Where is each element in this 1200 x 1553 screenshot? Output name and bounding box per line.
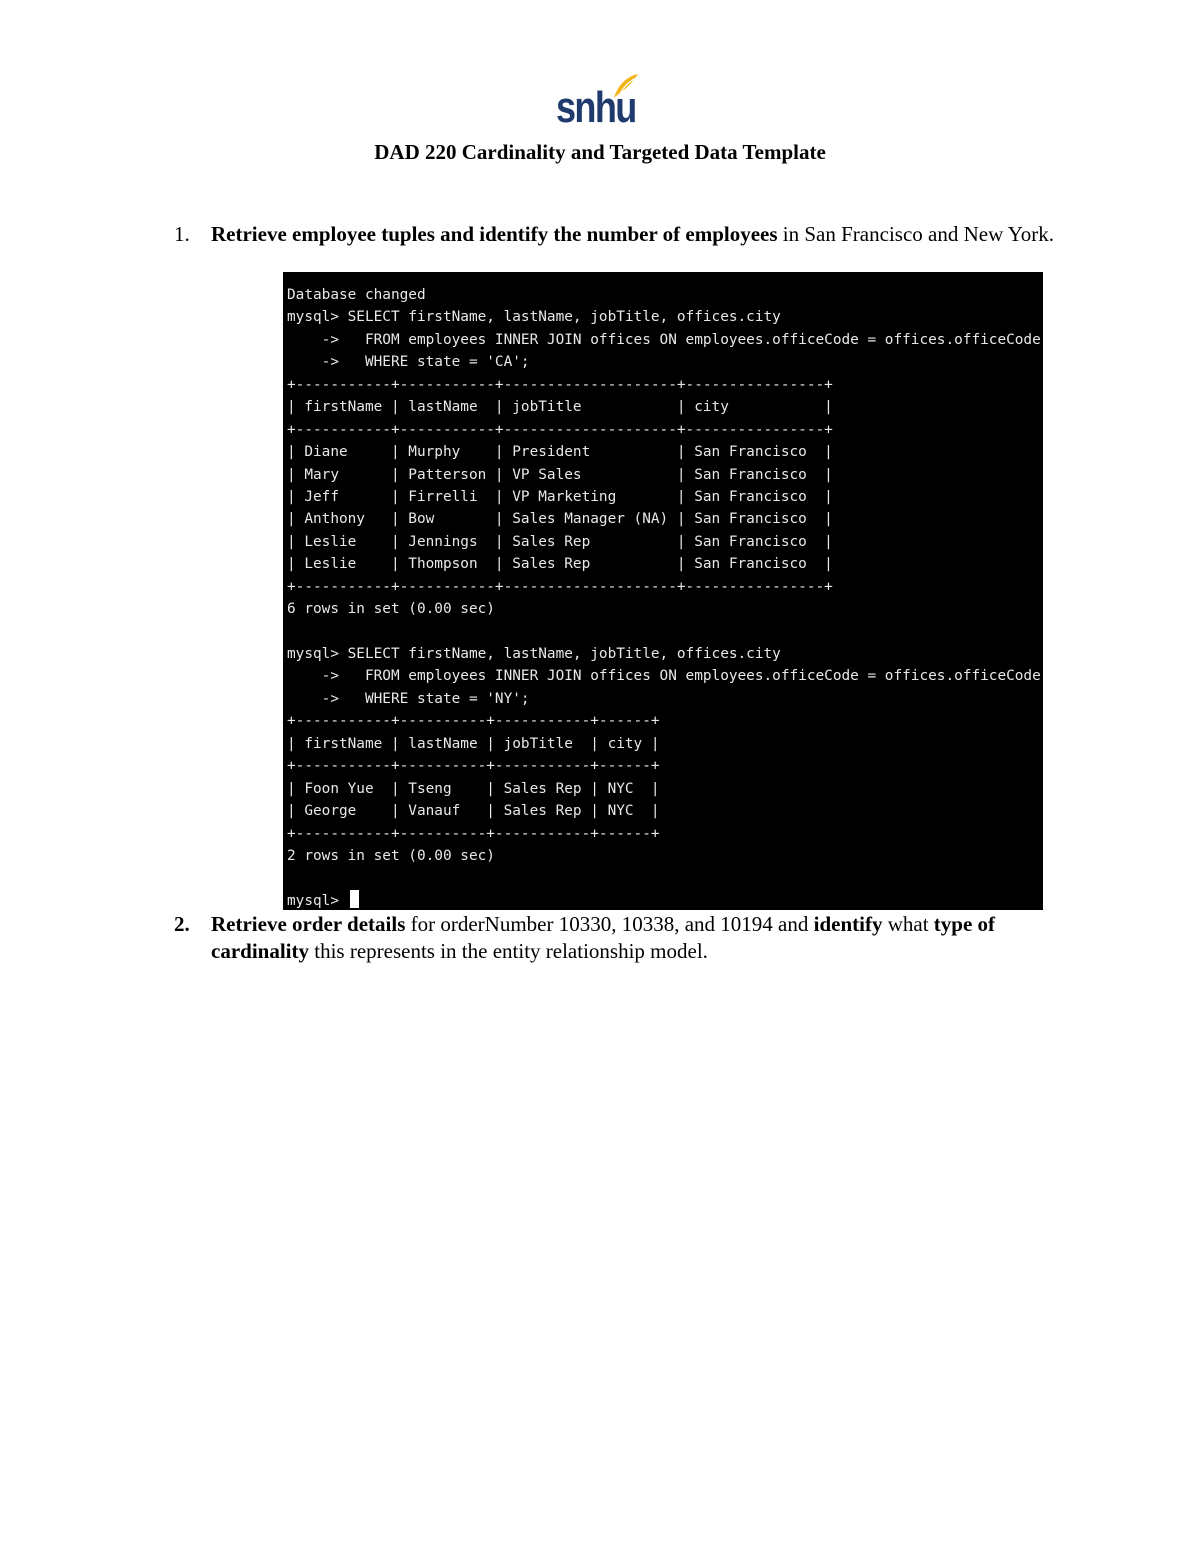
item-plain-text: in San Francisco and New York.	[777, 222, 1055, 246]
item-bold-text: type of cardinality	[211, 912, 996, 963]
terminal-line: Database changed	[287, 287, 426, 303]
terminal-line: +-----------+-----------+--------------------+----------------+	[287, 421, 833, 438]
terminal-line: | Leslie | Jennings | Sales Rep | San Francisco |	[287, 533, 833, 550]
terminal-line: +-----------+-----------+--------------------+----------------+	[287, 578, 833, 595]
item-text	[211, 911, 1056, 965]
terminal-line: | Diane | Murphy | President | San Francisco |	[287, 444, 833, 461]
terminal-line: mysql> SELECT firstName, lastName, jobTitle, offices.city	[287, 309, 781, 326]
item-bold-text: Retrieve employee tuples and identify the number of employees	[211, 222, 778, 246]
item-number: 2.	[174, 912, 190, 936]
terminal-line: | Mary | Patterson | VP Sales | San Francisco |	[287, 466, 833, 483]
item-text	[211, 221, 1056, 248]
item-bold-text: Retrieve order details	[211, 912, 406, 936]
document-title: DAD 220 Cardinality and Targeted Data Template	[374, 140, 826, 164]
terminal-screenshot	[283, 272, 1043, 910]
terminal-line: -> WHERE state = 'CA';	[287, 354, 530, 371]
terminal-line: +-----------+----------+-----------+------+	[287, 713, 660, 730]
terminal-line: mysql>	[287, 890, 1041, 910]
terminal-line: | Anthony | Bow | Sales Manager (NA) | San Francisco |	[287, 511, 833, 528]
terminal-line: | Foon Yue | Tseng | Sales Rep | NYC |	[287, 780, 660, 797]
terminal-line: -> FROM employees INNER JOIN offices ON employees.officeCode = offices.officeCode	[287, 668, 1041, 685]
terminal-line: 2 rows in set (0.00 sec)	[287, 847, 495, 864]
terminal-line	[287, 621, 1041, 643]
terminal-line: -> WHERE state = 'NY';	[287, 690, 530, 707]
terminal-line: mysql> SELECT firstName, lastName, jobTitle, offices.city	[287, 646, 781, 662]
item-bold-text: identify	[813, 912, 883, 936]
snhu-logo	[552, 72, 642, 134]
terminal-line: -> FROM employees INNER JOIN offices ON employees.officeCode = offices.officeCode	[287, 331, 1041, 348]
terminal-line: | George | Vanauf | Sales Rep | NYC |	[287, 803, 660, 820]
terminal-line: | Jeff | Firrelli | VP Marketing | San Francisco |	[287, 488, 833, 505]
item-plain-text: this represents in the entity relationship model.	[309, 939, 708, 963]
terminal-line: | firstName | lastName | jobTitle | city |	[287, 735, 660, 752]
terminal-output	[287, 284, 1041, 910]
terminal-line: +-----------+----------+-----------+------+	[287, 758, 660, 775]
logo-text: snhu	[556, 83, 636, 132]
cursor-icon	[350, 890, 359, 908]
terminal-line: | Leslie | Thompson | Sales Rep | San Francisco |	[287, 556, 833, 573]
terminal-line: +-----------+----------+-----------+------+	[287, 825, 660, 842]
terminal-line: +-----------+-----------+--------------------+----------------+	[287, 376, 833, 393]
terminal-line: | firstName | lastName | jobTitle | city |	[287, 399, 833, 416]
item-number: 1.	[174, 222, 190, 246]
terminal-line: 6 rows in set (0.00 sec)	[287, 601, 495, 618]
item-plain-text: for orderNumber 10330, 10338, and 10194 and	[405, 912, 814, 936]
item-plain-text: what	[882, 912, 934, 936]
terminal-line	[287, 867, 1041, 889]
